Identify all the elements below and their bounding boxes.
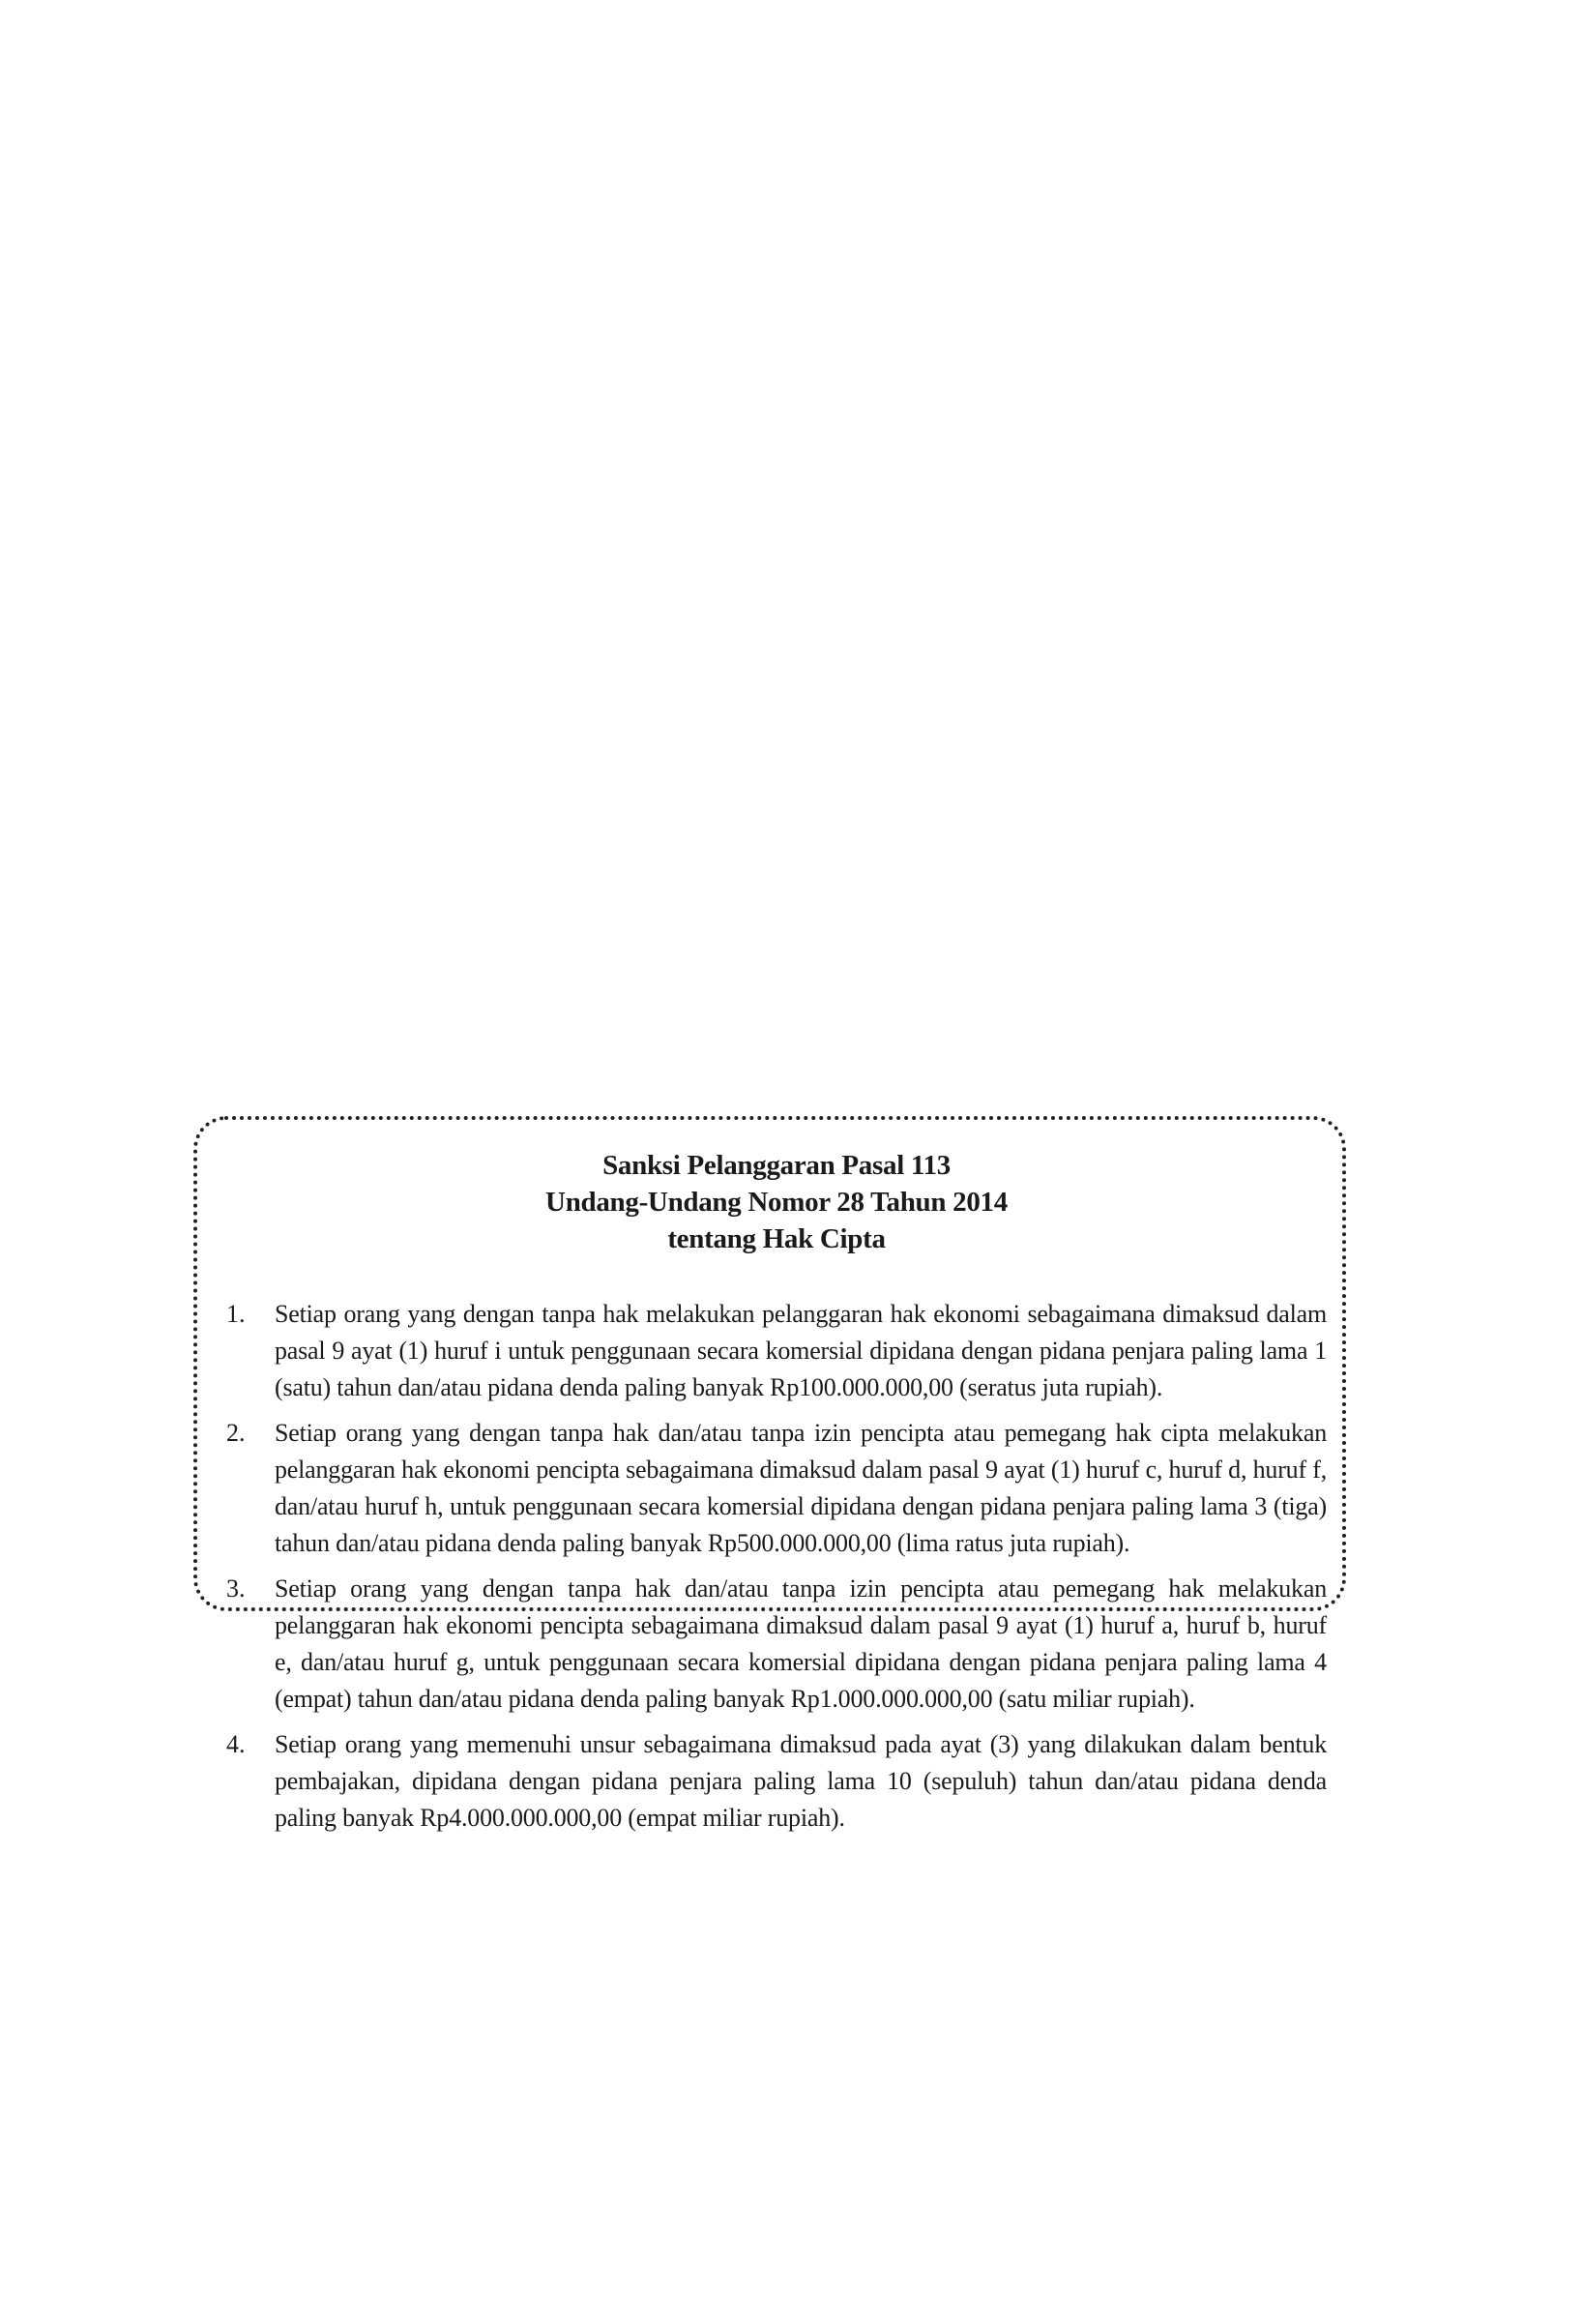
item-number: 4. [226,1730,246,1758]
item-text: Setiap orang yang dengan tanpa hak dan/atau tanpa izin pencipta atau pemegang hak melakukan pelanggaran hak ekonomi pencipta sebagaimana dimaksud dalam pasal 9 ayat (1) huruf a, huruf b, huruf e, dan/atau huruf g, untuk penggunaan secara komersial dipidana dengan pidana penjara paling lama 4 (empat) tahun dan/atau pidana denda paling banyak Rp1.000.000.000,00 (satu miliar rupiah). [275,1574,1327,1713]
copyright-sanction-notice [193,1116,1346,1832]
sanction-item-4 [226,1726,1327,1837]
item-text: Setiap orang yang dengan tanpa hak melakukan pelanggaran hak ekonomi sebagaimana dimaksud dalam pasal 9 ayat (1) huruf i untuk penggunaan secara komersial dipidana dengan pidana penjara paling lama 1 (satu) tahun dan/atau pidana denda paling banyak Rp100.000.000,00 (seratus juta rupiah). [275,1300,1327,1401]
sanction-item-1 [226,1296,1327,1406]
sanction-list [226,1296,1327,1837]
item-number: 2. [226,1419,246,1447]
title-line-3: tentang Hak Cipta [667,1223,886,1254]
notice-title [226,1147,1327,1257]
item-text: Setiap orang yang memenuhi unsur sebagaimana dimaksud pada ayat (3) yang dilakukan dalam bentuk pembajakan, dipidana dengan pidana penjara paling lama 10 (sepuluh) tahun dan/atau pidana denda paling banyak Rp4.000.000.000,00 (empat miliar rupiah). [275,1730,1327,1832]
title-line-2: Undang-Undang Nomor 28 Tahun 2014 [545,1187,1008,1218]
item-number: 3. [226,1574,246,1603]
title-line-1: Sanksi Pelanggaran Pasal 113 [602,1150,951,1181]
sanction-item-3 [226,1571,1327,1718]
sanction-item-2 [226,1415,1327,1562]
item-text: Setiap orang yang dengan tanpa hak dan/atau tanpa izin pencipta atau pemegang hak cipta melakukan pelanggaran hak ekonomi pencipta sebagaimana dimaksud dalam pasal 9 ayat (1) huruf c, huruf d, huruf f, dan/atau huruf h, untuk penggunaan secara komersial dipidana dengan pidana penjara paling lama 3 (tiga) tahun dan/atau pidana denda paling banyak Rp500.000.000,00 (lima ratus juta rupiah). [275,1419,1327,1557]
item-number: 1. [226,1300,246,1328]
